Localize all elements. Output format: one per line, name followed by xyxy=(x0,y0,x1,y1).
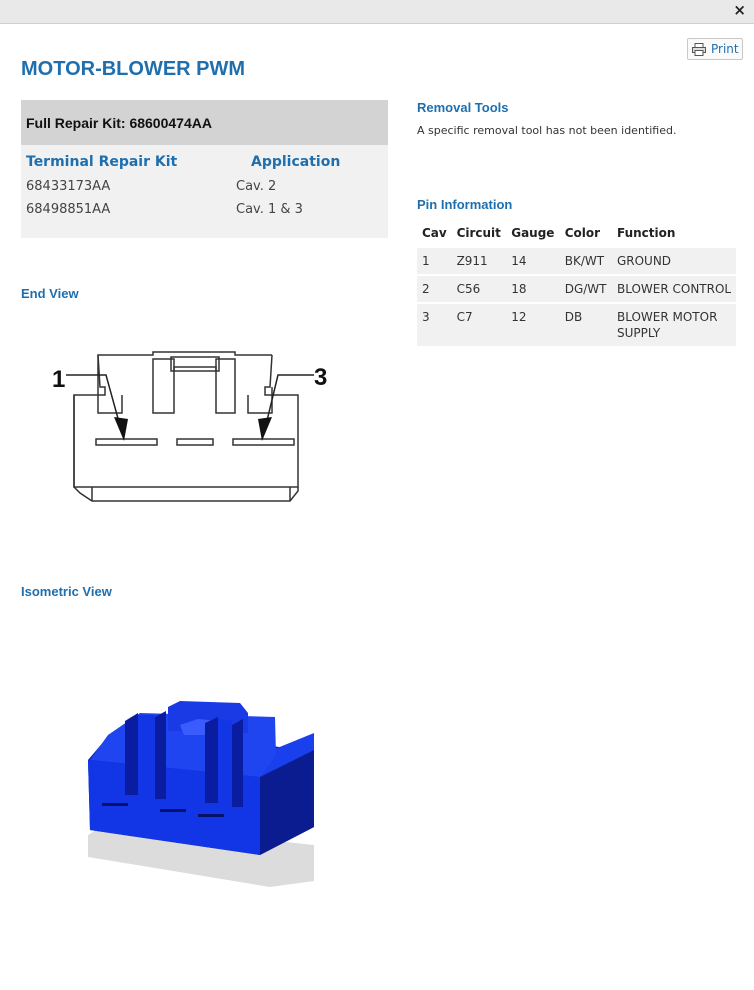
table-row xyxy=(417,275,736,303)
full-repair-kit-title: Full Repair Kit: 68600474AA xyxy=(21,100,388,145)
end-view-diagram xyxy=(50,345,350,515)
cavity-slot xyxy=(198,814,224,817)
table-row xyxy=(417,247,736,275)
pin1-label: 1 xyxy=(52,366,66,393)
isometric-connector-image xyxy=(80,695,330,890)
application-header: Application xyxy=(251,154,341,170)
cav-header: Cav xyxy=(422,226,447,240)
gauge-cell: 18 xyxy=(506,275,560,303)
table-row xyxy=(417,303,736,346)
removal-tools-text: A specific removal tool has not been identified. xyxy=(417,124,677,137)
gauge-cell: 12 xyxy=(506,303,560,346)
circuit-cell: Z911 xyxy=(452,247,507,275)
function-header: Function xyxy=(616,226,676,240)
window-title-bar xyxy=(0,0,754,24)
color-cell: DG/WT xyxy=(560,275,612,303)
circuit-cell: C7 xyxy=(452,303,507,346)
gauge-header: Gauge xyxy=(511,226,555,240)
pin-information-table xyxy=(417,222,736,346)
cavity-slot-right xyxy=(233,439,294,445)
pin1-arrow-icon xyxy=(114,417,128,441)
cav-cell: 3 xyxy=(417,303,452,346)
color-cell: BK/WT xyxy=(560,247,612,275)
color-cell: DB xyxy=(560,303,612,346)
repair-kit-row xyxy=(21,198,388,221)
close-icon[interactable]: × xyxy=(733,1,746,19)
circuit-header: Circuit xyxy=(456,226,501,240)
repair-kit-row xyxy=(21,175,388,198)
isometric-view-title: Isometric View xyxy=(21,584,112,599)
cavity-slot-left xyxy=(96,439,157,445)
terminal-part-number: 68498851AA xyxy=(26,202,111,217)
cavity-slot xyxy=(102,803,128,806)
pin-information-title: Pin Information xyxy=(417,197,513,212)
circuit-cell: C56 xyxy=(452,275,507,303)
gauge-cell: 14 xyxy=(506,247,560,275)
function-cell: BLOWER CONTROL xyxy=(612,275,736,303)
print-button[interactable] xyxy=(687,38,743,60)
pin-table-header xyxy=(417,222,736,247)
repair-kit-header xyxy=(21,145,388,175)
pin3-leader-line xyxy=(264,375,314,433)
removal-tools-title: Removal Tools xyxy=(417,100,509,115)
function-cell: GROUND xyxy=(612,247,736,275)
printer-icon xyxy=(692,43,706,56)
terminal-part-number: 68433173AA xyxy=(26,179,111,194)
pin3-arrow-icon xyxy=(258,417,272,441)
print-label: Print xyxy=(711,42,739,56)
function-cell: BLOWER MOTOR SUPPLY xyxy=(612,303,736,346)
repair-kit-panel xyxy=(21,100,388,238)
page-title: MOTOR-BLOWER PWM xyxy=(21,58,246,80)
cav-cell: 2 xyxy=(417,275,452,303)
pin3-label: 3 xyxy=(314,364,328,391)
application-value: Cav. 2 xyxy=(236,179,277,194)
color-header: Color xyxy=(564,226,601,240)
cav-cell: 1 xyxy=(417,247,452,275)
cavity-slot-center xyxy=(177,439,213,445)
application-value: Cav. 1 & 3 xyxy=(236,202,303,217)
cavity-slot xyxy=(160,809,186,812)
terminal-repair-kit-header: Terminal Repair Kit xyxy=(26,154,178,170)
end-view-title: End View xyxy=(21,286,79,301)
